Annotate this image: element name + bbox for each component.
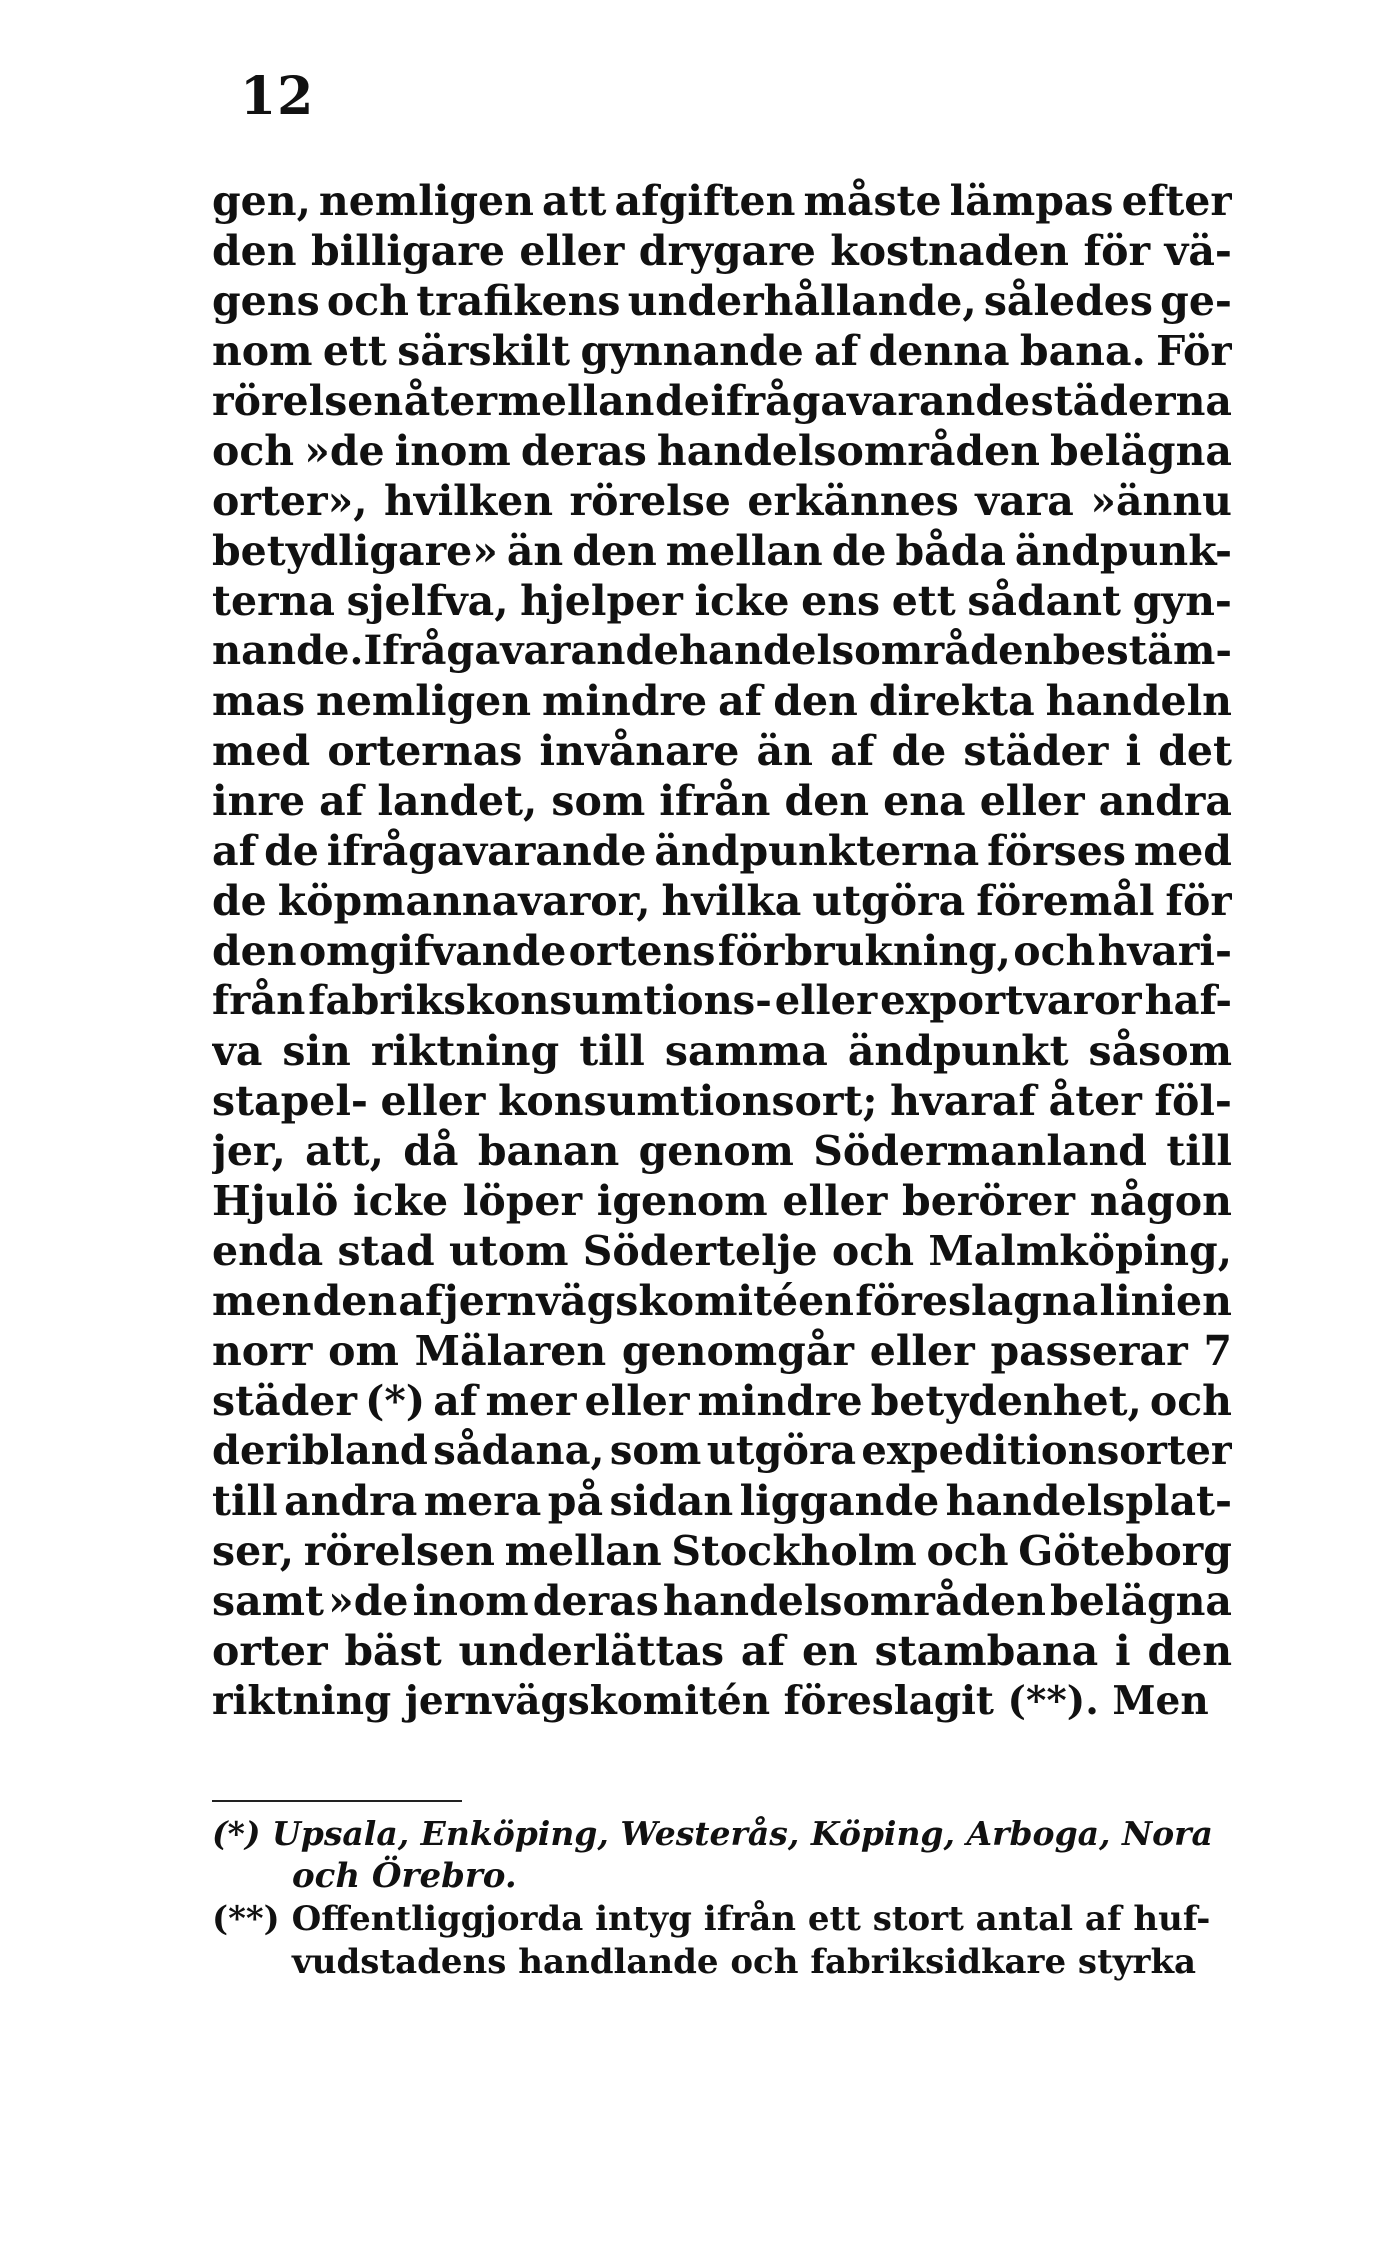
word: än <box>506 527 564 575</box>
word: rörelse <box>569 477 731 525</box>
word: (*) <box>364 1377 426 1425</box>
word: Stockholm <box>671 1527 917 1575</box>
word: gen, <box>212 177 311 225</box>
text-line <box>212 1576 1232 1626</box>
word: af <box>398 1277 443 1325</box>
text-line <box>212 526 1232 576</box>
word: gynnande <box>580 327 804 375</box>
text-line <box>212 1376 1232 1426</box>
word: mellan <box>504 1527 662 1575</box>
word: den <box>1147 1627 1232 1675</box>
word: norr <box>212 1327 313 1375</box>
text-line <box>212 826 1232 876</box>
text-line <box>212 1076 1232 1126</box>
word: samt <box>212 1577 324 1625</box>
word: genom <box>638 1127 794 1175</box>
word: Södertelje <box>582 1227 818 1275</box>
word: (**). <box>1007 1678 1113 1724</box>
footnote-2-line: vudstadens handlande och fabriksidkare styrka <box>292 1942 1197 1982</box>
word: med <box>212 727 311 775</box>
word: sådant <box>967 577 1121 625</box>
word: stad <box>337 1227 435 1275</box>
text-line <box>212 1176 1232 1226</box>
word: jernvägskomitéen <box>443 1277 854 1325</box>
text-line <box>212 676 1232 726</box>
word: och <box>326 277 409 325</box>
word: af <box>319 777 364 825</box>
word: en <box>801 1627 858 1675</box>
text-line <box>212 476 1232 526</box>
word: hvaraf <box>890 1077 1037 1125</box>
word: Men <box>1112 1678 1209 1724</box>
word: af <box>212 827 257 875</box>
word: de <box>831 527 887 575</box>
word: konsumtionsort; <box>497 1077 878 1125</box>
text-line <box>212 176 1232 226</box>
word: stapel- <box>212 1077 368 1125</box>
word: linien <box>1099 1277 1232 1325</box>
word: såsom <box>1088 1027 1232 1075</box>
word: fabrikskonsumtions- <box>308 977 772 1024</box>
word: landet, <box>377 777 538 825</box>
word: passerar <box>990 1327 1188 1375</box>
word: förbrukning, <box>717 927 1011 975</box>
word: mera <box>423 1477 542 1525</box>
word: inom <box>394 427 511 475</box>
word: »ännu <box>1090 477 1232 525</box>
word: båda <box>895 527 1006 575</box>
word: icke <box>694 577 790 625</box>
word: ena <box>883 777 966 825</box>
word: nande. <box>212 627 364 674</box>
footnote-2-line: (**) Offentliggjorda intyg ifrån ett stort antal af huf- <box>212 1899 1211 1939</box>
word: 7 <box>1203 1327 1232 1375</box>
word: handelsplat- <box>945 1477 1232 1525</box>
text-line <box>212 1526 1232 1576</box>
word: »de <box>304 427 385 475</box>
word: utgöra <box>706 1427 856 1474</box>
word: eller <box>774 977 878 1024</box>
word: och <box>926 1527 1009 1575</box>
word: kostnaden <box>830 227 1069 275</box>
footnote-1-line: och Örebro. <box>292 1856 517 1896</box>
word: de <box>264 827 319 875</box>
word: då <box>403 1127 459 1175</box>
word: vara <box>975 477 1074 525</box>
word: inom <box>412 1577 529 1625</box>
word: berörer <box>902 1177 1076 1225</box>
word: Mälaren <box>414 1327 607 1375</box>
text-line <box>212 926 1232 976</box>
word: efter <box>1121 177 1232 225</box>
word: de <box>891 727 947 775</box>
word: löper <box>462 1177 583 1225</box>
word: deras <box>520 427 647 475</box>
word: underhållande, <box>627 277 977 325</box>
text-line <box>212 876 1232 926</box>
text-line <box>212 1326 1232 1376</box>
word: den <box>212 227 297 275</box>
word: För <box>1156 327 1232 375</box>
word: eller <box>869 1327 975 1375</box>
footnote-1-line: (*) Upsala, Enköping, Westerås, Köping, Arboga, Nora <box>212 1814 1213 1853</box>
word: mas <box>212 677 306 725</box>
word: till <box>1166 1127 1232 1175</box>
word: ifrågavarande <box>326 827 647 875</box>
word: betydligare» <box>212 527 498 575</box>
word: banan <box>477 1127 620 1175</box>
word: hvari- <box>1097 927 1232 975</box>
word: städer <box>212 1377 357 1425</box>
word: ifrån <box>659 777 771 825</box>
word: någon <box>1089 1177 1232 1225</box>
text-line <box>212 1026 1232 1076</box>
text-line <box>212 1426 1232 1476</box>
word: städer <box>963 727 1109 775</box>
word: i <box>1115 1627 1131 1675</box>
word: förses <box>987 827 1126 875</box>
word: måste <box>803 177 942 225</box>
word: betydenhet, <box>870 1377 1142 1425</box>
word: stambana <box>874 1627 1099 1675</box>
word: som <box>551 777 646 825</box>
word: från <box>212 977 306 1024</box>
word: ge- <box>1160 277 1232 325</box>
word: ett <box>322 327 387 375</box>
word: jernvägskomitén <box>404 1678 784 1724</box>
word: för <box>1165 877 1232 925</box>
word: ortens <box>568 927 716 975</box>
word: liggande <box>739 1477 940 1525</box>
word: deras <box>532 1577 659 1625</box>
word: ifrågavarande <box>710 377 1031 425</box>
word: lämpas <box>949 177 1114 225</box>
word: nom <box>212 327 313 375</box>
text-line <box>212 726 1232 776</box>
word: hvilka <box>661 877 802 925</box>
word: underlättas <box>458 1627 725 1675</box>
word: utom <box>449 1227 569 1275</box>
word: hvilken <box>383 477 554 525</box>
word: af <box>814 327 859 375</box>
word: att <box>542 177 607 225</box>
word: expeditionsorter <box>861 1427 1232 1474</box>
word: deribland <box>212 1427 428 1474</box>
word: af <box>433 1377 478 1425</box>
word: med <box>1133 827 1232 875</box>
word: mindre <box>697 1377 863 1425</box>
text-line <box>212 1626 1232 1676</box>
word: således <box>983 277 1153 325</box>
word: direkta <box>868 677 1035 725</box>
footnote-divider <box>212 1800 462 1802</box>
word: denna <box>868 327 1010 375</box>
word: de <box>655 377 710 425</box>
word: igenom <box>596 1177 768 1225</box>
word: andra <box>1098 777 1232 825</box>
word: riktning <box>212 1678 405 1724</box>
text-line <box>212 1476 1232 1526</box>
word: genomgår <box>621 1327 855 1375</box>
body-text <box>212 176 1232 1726</box>
word: bana. <box>1019 327 1146 375</box>
word: åter <box>1048 1077 1142 1125</box>
word: och <box>831 1227 915 1275</box>
word: den <box>572 527 657 575</box>
word: det <box>1158 727 1232 775</box>
word: sin <box>282 1027 351 1075</box>
word: belägna <box>1050 1577 1232 1625</box>
word: rörelsen <box>212 377 404 425</box>
word: till <box>212 1477 278 1525</box>
text-line <box>212 326 1232 376</box>
word: orter», <box>212 477 368 525</box>
text-line <box>212 226 1232 276</box>
text-line <box>212 576 1232 626</box>
word: jer, <box>212 1127 286 1175</box>
word: bäst <box>344 1627 442 1675</box>
word: andra <box>284 1477 418 1525</box>
word: drygare <box>638 227 816 275</box>
word: af <box>718 677 763 725</box>
word: för <box>1083 227 1151 275</box>
word: icke <box>353 1177 449 1225</box>
word: mellan <box>665 527 823 575</box>
word: åter <box>403 377 497 425</box>
word: belägna <box>1050 427 1232 475</box>
word: om <box>328 1327 399 1375</box>
word: den <box>212 927 297 975</box>
word: eller <box>782 1177 888 1225</box>
word: i <box>1125 727 1142 775</box>
word: »de <box>328 1577 409 1625</box>
word: omgifvande <box>298 927 567 975</box>
word: och <box>1013 927 1096 975</box>
word: handelsområden <box>662 1577 1046 1625</box>
word: vä- <box>1164 227 1232 275</box>
word: eller <box>584 1377 690 1425</box>
word: invånare <box>539 727 740 775</box>
word: särskilt <box>397 327 571 375</box>
word: föremål <box>976 877 1155 925</box>
word: orter <box>212 1627 328 1675</box>
word: handelsområden <box>656 427 1040 475</box>
word: af <box>830 727 875 775</box>
word: utgöra <box>812 877 966 925</box>
word: ändpunk- <box>1014 527 1232 575</box>
word: af <box>740 1627 786 1675</box>
word: Ifrågavarande <box>363 627 679 674</box>
word: eller <box>519 227 625 275</box>
footnotes <box>212 1812 1232 1984</box>
word: Södermanland <box>813 1127 1147 1175</box>
word: än <box>756 727 813 775</box>
word: hjelper <box>520 577 683 625</box>
word: inre <box>212 777 306 825</box>
text-line <box>212 276 1232 326</box>
word: va <box>212 1027 263 1075</box>
word: föl- <box>1154 1077 1232 1125</box>
word: billigare <box>311 227 505 275</box>
word: ser, <box>212 1527 295 1575</box>
word: köpmannavaror, <box>277 877 651 925</box>
text-line <box>212 976 1232 1026</box>
word: ett <box>891 577 956 625</box>
text-line <box>212 1676 1232 1726</box>
word: sådana, <box>433 1427 605 1474</box>
word: Malmköping, <box>928 1227 1232 1275</box>
word: riktning <box>370 1027 560 1075</box>
word: städerna <box>1030 377 1232 425</box>
word: den <box>773 677 858 725</box>
text-line <box>212 426 1232 476</box>
word: sjelfva, <box>346 577 509 625</box>
word: gyn- <box>1132 577 1232 625</box>
word: att, <box>305 1127 384 1175</box>
text-line <box>212 626 1232 676</box>
text-line <box>212 776 1232 826</box>
word: ändpunkt <box>847 1027 1069 1075</box>
word: bestäm- <box>1052 627 1232 674</box>
word: mellan <box>497 377 655 425</box>
word: afgiften <box>614 177 796 225</box>
word: föreslagit <box>783 1678 1008 1724</box>
word: den <box>312 1277 398 1325</box>
word: eller <box>979 777 1085 825</box>
word: trafikens <box>416 277 621 325</box>
word: erkännes <box>747 477 959 525</box>
word: mindre <box>542 677 708 725</box>
word: handelsområden <box>678 627 1053 674</box>
word: samma <box>664 1027 828 1075</box>
word: som <box>609 1427 702 1474</box>
word: Hjulö <box>212 1177 339 1225</box>
word: sidan <box>609 1477 734 1525</box>
text-line <box>212 1126 1232 1176</box>
word: ändpunkterna <box>654 827 980 875</box>
text-line <box>212 1226 1232 1276</box>
word: exportvaror <box>880 977 1142 1024</box>
word: handeln <box>1045 677 1232 725</box>
word: rörelsen <box>303 1527 495 1575</box>
word: till <box>579 1027 645 1075</box>
word: och <box>212 427 295 475</box>
word: eller <box>380 1077 486 1125</box>
text-line <box>212 376 1232 426</box>
text-line <box>212 1276 1232 1326</box>
word: orternas <box>327 727 523 775</box>
word: mer <box>485 1377 577 1425</box>
word: och <box>1149 1377 1232 1425</box>
word: enda <box>212 1227 324 1275</box>
word: de <box>212 877 267 925</box>
page-number: 12 <box>240 66 315 127</box>
word: nemligen <box>316 677 532 725</box>
word: men <box>212 1277 312 1325</box>
word: föreslagna <box>855 1277 1099 1325</box>
word: terna <box>212 577 335 625</box>
word: gens <box>212 277 320 325</box>
word: haf- <box>1144 977 1232 1024</box>
word: på <box>547 1477 604 1525</box>
word: nemligen <box>318 177 534 225</box>
word: ens <box>801 577 881 625</box>
word: Göteborg <box>1018 1527 1232 1575</box>
word: den <box>784 777 870 825</box>
